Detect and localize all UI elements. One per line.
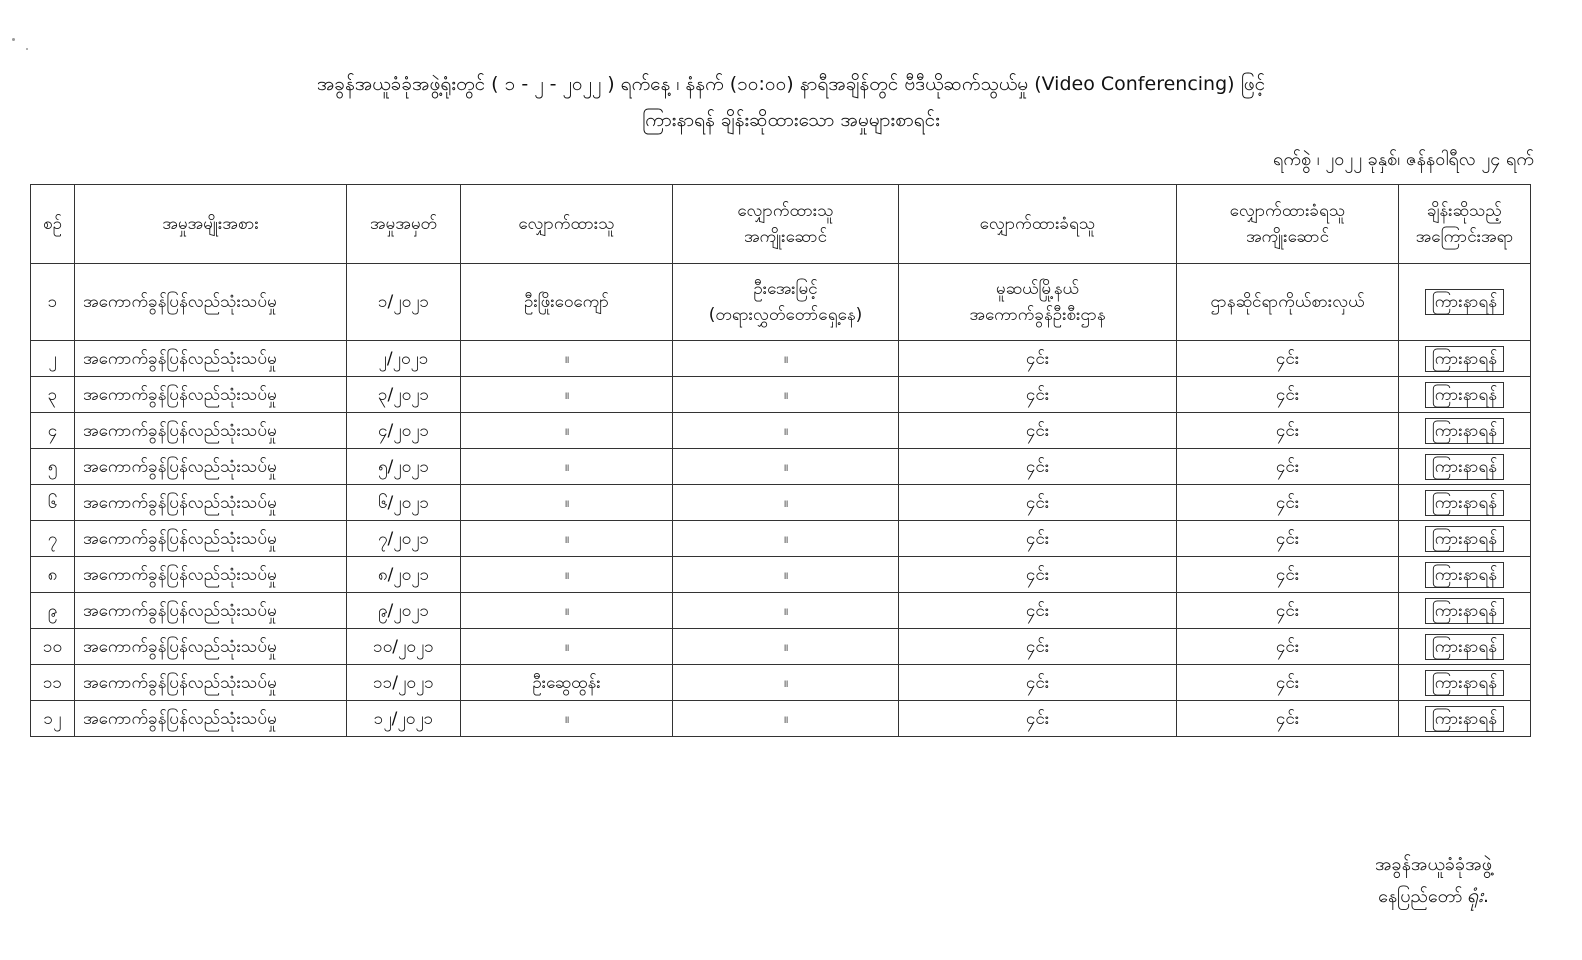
cell-case-type: အကောက်ခွန်ပြန်လည်သုံးသပ်မှု [75, 593, 347, 629]
cell-case-number: ၃/၂၀၂၁ [347, 377, 461, 413]
cell-respondent-representative: ၄င်း [1177, 593, 1399, 629]
status-box: ကြားနာရန် [1425, 562, 1504, 588]
table-header-row [31, 185, 1531, 264]
cell-serial: ၉ [31, 593, 75, 629]
cell-appointment-subject [1399, 449, 1531, 485]
header-case-number: အမှုအမှတ် [347, 185, 461, 264]
table-row [31, 449, 1531, 485]
cell-applicant-representative: ။ [673, 521, 899, 557]
cell-respondent-representative: ၄င်း [1177, 377, 1399, 413]
case-list-table-container [30, 184, 1530, 737]
cell-respondent-representative: ဌာနဆိုင်ရာကိုယ်စားလှယ် [1177, 264, 1399, 341]
cell-respondent-representative: ၄င်း [1177, 557, 1399, 593]
cell-respondent: ၄င်း [899, 557, 1177, 593]
cell-case-type: အကောက်ခွန်ပြန်လည်သုံးသပ်မှု [75, 485, 347, 521]
cell-respondent: ၄င်း [899, 521, 1177, 557]
cell-case-type: အကောက်ခွန်ပြန်လည်သုံးသပ်မှု [75, 264, 347, 341]
cell-appointment-subject [1399, 413, 1531, 449]
table-row [31, 593, 1531, 629]
table-row [31, 413, 1531, 449]
cell-respondent-representative: ၄င်း [1177, 629, 1399, 665]
cell-appointment-subject [1399, 701, 1531, 737]
cell-respondent: ၄င်း [899, 629, 1177, 665]
cell-serial: ၃ [31, 377, 75, 413]
cell-applicant: ။ [461, 341, 673, 377]
cell-applicant-representative: ။ [673, 449, 899, 485]
status-box: ကြားနာရန် [1425, 418, 1504, 444]
cell-respondent: ၄င်း [899, 413, 1177, 449]
table-row [31, 521, 1531, 557]
cell-case-number: ၁၂/၂၀၂၁ [347, 701, 461, 737]
cell-appointment-subject [1399, 485, 1531, 521]
cell-serial: ၅ [31, 449, 75, 485]
header-applicant-representative: လျှောက်ထားသူ အကျိုးဆောင် [673, 185, 899, 264]
cell-case-number: ၁၀/၂၀၂၁ [347, 629, 461, 665]
status-box: ကြားနာရန် [1425, 706, 1504, 732]
cell-respondent-representative: ၄င်း [1177, 413, 1399, 449]
cell-serial: ၁ [31, 264, 75, 341]
status-box: ကြားနာရန် [1425, 634, 1504, 660]
status-box: ကြားနာရန် [1425, 598, 1504, 624]
cell-applicant-representative: ။ [673, 377, 899, 413]
cell-appointment-subject [1399, 557, 1531, 593]
cell-case-number: ၁/၂၀၂၁ [347, 264, 461, 341]
signature-location-line [1375, 880, 1492, 912]
status-box: ကြားနာရန် [1425, 454, 1504, 480]
cell-applicant-representative: ။ [673, 485, 899, 521]
cell-applicant: ဦးဖြိုးဝေကျော် [461, 264, 673, 341]
status-box: ကြားနာရန် [1425, 346, 1504, 372]
cell-serial: ၁၁ [31, 665, 75, 701]
case-list-table [30, 184, 1531, 737]
cell-case-type: အကောက်ခွန်ပြန်လည်သုံးသပ်မှု [75, 665, 347, 701]
cell-applicant-representative: ။ [673, 593, 899, 629]
cell-respondent: မူဆယ်မြို့နယ် အကောက်ခွန်ဦးစီးဌာန [899, 264, 1177, 341]
cell-respondent-representative: ၄င်း [1177, 485, 1399, 521]
status-box: ကြားနာရန် [1425, 490, 1504, 516]
cell-respondent-representative: ၄င်း [1177, 341, 1399, 377]
cell-respondent: ၄င်း [899, 485, 1177, 521]
cell-respondent-representative: ၄င်း [1177, 449, 1399, 485]
cell-case-type: အကောက်ခွန်ပြန်လည်သုံးသပ်မှု [75, 413, 347, 449]
status-box: ကြားနာရန် [1425, 382, 1504, 408]
cell-applicant: ။ [461, 377, 673, 413]
signature-dot: . [1483, 886, 1489, 907]
status-box: ကြားနာရန် [1425, 289, 1504, 315]
cell-case-type: အကောက်ခွန်ပြန်လည်သုံးသပ်မှု [75, 629, 347, 665]
cell-respondent-representative: ၄င်း [1177, 701, 1399, 737]
cell-respondent: ၄င်း [899, 701, 1177, 737]
cell-applicant: ဦးဆွေထွန်း [461, 665, 673, 701]
table-body [31, 264, 1531, 737]
scan-speck [12, 38, 15, 41]
table-row [31, 377, 1531, 413]
cell-respondent: ၄င်း [899, 341, 1177, 377]
cell-appointment-subject [1399, 264, 1531, 341]
cell-case-number: ၅/၂၀၂၁ [347, 449, 461, 485]
cell-serial: ၈ [31, 557, 75, 593]
cell-applicant-representative: ။ [673, 665, 899, 701]
cell-case-number: ၆/၂၀၂၁ [347, 485, 461, 521]
cell-case-number: ၈/၂၀၂၁ [347, 557, 461, 593]
cell-applicant-representative: ။ [673, 701, 899, 737]
cell-applicant: ။ [461, 557, 673, 593]
cell-appointment-subject [1399, 377, 1531, 413]
cell-case-number: ၄/၂၀၂၁ [347, 413, 461, 449]
header-respondent: လျှောက်ထားခံရသူ [899, 185, 1177, 264]
cell-applicant: ။ [461, 701, 673, 737]
cell-serial: ၆ [31, 485, 75, 521]
cell-appointment-subject [1399, 629, 1531, 665]
cell-case-type: အကောက်ခွန်ပြန်လည်သုံးသပ်မှု [75, 557, 347, 593]
table-row [31, 701, 1531, 737]
header-serial: စဉ် [31, 185, 75, 264]
header-case-type: အမှုအမျိုးအစား [75, 185, 347, 264]
cell-applicant-representative: ။ [673, 629, 899, 665]
cell-appointment-subject [1399, 665, 1531, 701]
cell-case-type: အကောက်ခွန်ပြန်လည်သုံးသပ်မှု [75, 377, 347, 413]
cell-case-type: အကောက်ခွန်ပြန်လည်သုံးသပ်မှု [75, 449, 347, 485]
cell-case-type: အကောက်ခွန်ပြန်လည်သုံးသပ်မှု [75, 341, 347, 377]
cell-case-type: အကောက်ခွန်ပြန်လည်သုံးသပ်မှု [75, 701, 347, 737]
status-box: ကြားနာရန် [1425, 670, 1504, 696]
cell-serial: ၁၂ [31, 701, 75, 737]
cell-serial: ၁၀ [31, 629, 75, 665]
document-date: ရက်စွဲ ၊ ၂၀၂၂ ခုနှစ်၊ ဇန်နဝါရီလ ၂၄ ရက် [1273, 149, 1534, 170]
cell-serial: ၇ [31, 521, 75, 557]
cell-applicant-representative: ။ [673, 413, 899, 449]
cell-respondent: ၄င်း [899, 449, 1177, 485]
cell-applicant: ။ [461, 521, 673, 557]
header-appointment-subject: ချိန်းဆိုသည့် အကြောင်းအရာ [1399, 185, 1531, 264]
signature-mark: ရုံး [1466, 883, 1484, 907]
header-respondent-representative: လျှောက်ထားခံရသူ အကျိုးဆောင် [1177, 185, 1399, 264]
cell-applicant-representative: ဦးအေးမြင့် (တရားလွှတ်တော်ရှေ့နေ) [673, 264, 899, 341]
cell-applicant: ။ [461, 449, 673, 485]
signature-city: နေပြည်တော် [1378, 886, 1463, 907]
cell-respondent: ၄င်း [899, 665, 1177, 701]
cell-case-type: အကောက်ခွန်ပြန်လည်သုံးသပ်မှု [75, 521, 347, 557]
cell-serial: ၂ [31, 341, 75, 377]
cell-applicant-representative: ။ [673, 557, 899, 593]
signature-office: အခွန်အယူခံခုံအဖွဲ့ [1374, 854, 1492, 875]
signature-block [1375, 850, 1492, 912]
cell-applicant: ။ [461, 485, 673, 521]
cell-respondent: ၄င်း [899, 377, 1177, 413]
cell-appointment-subject [1399, 341, 1531, 377]
cell-appointment-subject [1399, 521, 1531, 557]
cell-respondent: ၄င်း [899, 593, 1177, 629]
cell-serial: ၄ [31, 413, 75, 449]
table-row [31, 629, 1531, 665]
table-row [31, 485, 1531, 521]
header-applicant: လျှောက်ထားသူ [461, 185, 673, 264]
table-row [31, 341, 1531, 377]
table-row [31, 557, 1531, 593]
table-row [31, 665, 1531, 701]
scan-speck [26, 48, 28, 50]
document-title-line-2: ကြားနာရန် ချိန်းဆိုထားသော အမှုများစာရင်း [642, 109, 940, 131]
cell-case-number: ၉/၂၀၂၁ [347, 593, 461, 629]
cell-applicant: ။ [461, 629, 673, 665]
cell-case-number: ၁၁/၂၀၂၁ [347, 665, 461, 701]
table-row [31, 264, 1531, 341]
cell-applicant: ။ [461, 593, 673, 629]
status-box: ကြားနာရန် [1425, 526, 1504, 552]
cell-applicant-representative: ။ [673, 341, 899, 377]
cell-applicant: ။ [461, 413, 673, 449]
cell-respondent-representative: ၄င်း [1177, 521, 1399, 557]
cell-appointment-subject [1399, 593, 1531, 629]
cell-case-number: ၇/၂၀၂၁ [347, 521, 461, 557]
cell-case-number: ၂/၂၀၂၁ [347, 341, 461, 377]
cell-respondent-representative: ၄င်း [1177, 665, 1399, 701]
document-title-line-1: အခွန်အယူခံခုံအဖွဲ့ရုံးတွင် ( ၁ - ၂ - ၂၀၂၂ ) ရက်နေ့ ၊ နံနက် (၁၀:၀၀) နာရီအချိန်တွင် ဗီဒီယိုဆက်သွယ်မှု (Video Conferencing) ဖြင့် [316, 73, 1266, 95]
